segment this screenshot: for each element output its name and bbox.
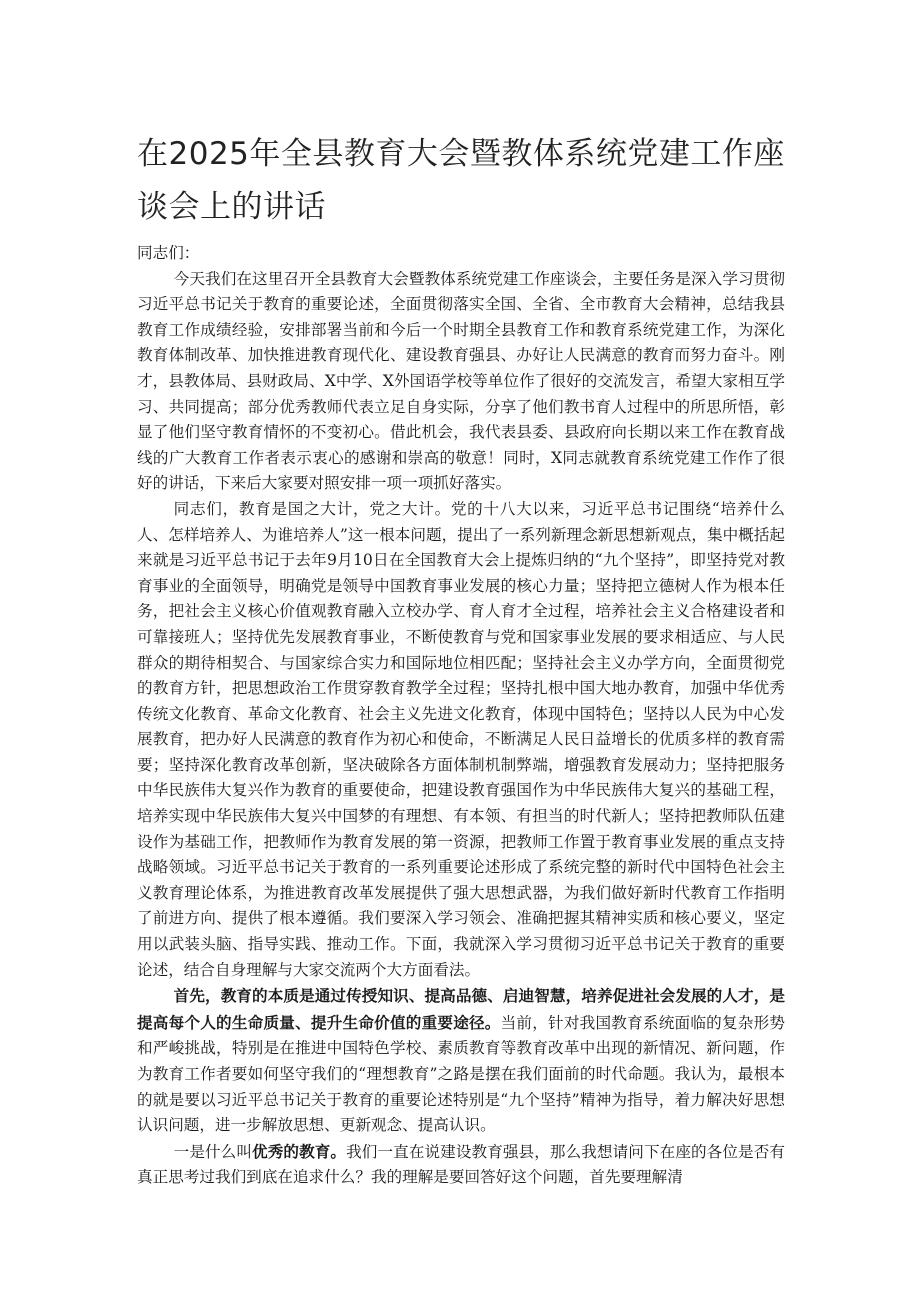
- document-title: 在2025年全县教育大会暨教体系统党建工作座谈会上的讲话: [137, 136, 785, 225]
- salutation: 同志们：: [137, 244, 200, 262]
- paragraph-opening: 今天我们在这里召开全县教育大会暨教体系统党建工作座谈会，主要任务是深入学习贯彻习近平总书记关于教育的重要论述，全面贯彻落实全国、全省、全市教育大会精神，总结我县教育工作成绩经验，安排部署当前和今后一个时期全县教育工作和教育系统党建工作，为深化教育体制改革、加快推进教育现代化、建设教育强县、办好让人民满意的教育而努力奋斗。刚才，县教体局、县财政局、X中学、X外国语学校等单位作了很好的交流发言，希望大家相互学习、共同提高；部分优秀教师代表立足自身实际，分享了他们教书育人过程中的所思所悟，彰显了他们坚守教育情怀的不变初心。借此机会，我代表县委、县政府向长期以来工作在教育战线的广大教育工作者表示衷心的感谢和崇高的敬意！同时，X同志就教育系统党建工作作了很好的讲话，下来后大家要对照安排一项一项抓好落实。: [137, 269, 785, 493]
- document-body: [137, 241, 785, 1191]
- paragraph-excellent-education-text: 我们一直在说建设教育强县，那么我想请问下在座的各位是否有真正思考过我们到底在追求什么？我的理解是要回答好这个问题，首先要理解清: [137, 1142, 785, 1187]
- paragraph-excellent-education-bold: 优秀的教育。: [252, 1141, 347, 1161]
- paragraph-education-essence: [137, 983, 785, 1139]
- paragraph-education-essence-bold: 首先，教育的本质是通过传授知识、提高品德、启迪智慧，培养促进社会发展的人才，是提高每个人的生命质量、提升生命价值的重要途径。: [137, 986, 785, 1032]
- paragraph-education-essence-text: 当前，针对我国教育系统面临的复杂形势和严峻挑战，特别是在推进中国特色学校、素质教育等教育改革中出现的新情况、新问题，作为教育工作者要如何坚守我们的“理想教育”之路是摆在我们面前的时代命题。我认为，最根本的就是要以习近平总书记关于教育的重要论述特别是“九个坚持”精神为指导，着力解决好思想认识问题，进一步解放思想、更新观念、提高认识。: [137, 1013, 785, 1135]
- paragraph-excellent-education: [137, 1139, 785, 1191]
- paragraph-excellent-education-lead: 一是什么叫: [173, 1142, 253, 1161]
- paragraph-nine-adherences: 同志们，教育是国之大计，党之大计。党的十八大以来，习近平总书记围绕“培养什么人、怎样培养人、为谁培养人”这一根本问题，提出了一系列新理念新思想新观点，集中概括起来就是习近平总书记于去年9月10日在全国教育大会上提炼归纳的“九个坚持”，即坚持党对教育事业的全面领导，明确党是领导中国教育事业发展的核心力量；坚持把立德树人作为根本任务，把社会主义核心价值观教育融入立校办学、育人育才全过程，培养社会主义合格建设者和可靠接班人；坚持优先发展教育事业，不断使教育与党和国家事业发展的要求相适应、与人民群众的期待相契合、与国家综合实力和国际地位相匹配；坚持社会主义办学方向，全面贯彻党的教育方针，把思想政治工作贯穿教育教学全过程；坚持扎根中国大地办教育，加强中华优秀传统文化教育、革命文化教育、社会主义先进文化教育，体现中国特色；坚持以人民为中心发展教育，把办好人民满意的教育作为初心和使命，不断满足人民日益增长的优质多样的教育需要；坚持深化教育改革创新，坚决破除各方面体制机制弊端，增强教育发展动力；坚持把服务中华民族伟大复兴作为教育的重要使命，把建设教育强国作为中华民族伟大复兴的基础工程，培养实现中华民族伟大复兴中国梦的有理想、有本领、有担当的时代新人；坚持把教师队伍建设作为基础工作，把教师作为教育发展的第一资源，把教师工作置于教育事业发展的重点支持战略领域。习近平总书记关于教育的一系列重要论述形成了系统完整的新时代中国特色社会主义教育理论体系，为推进教育改革发展提供了强大思想武器，为我们做好新时代教育工作指明了前进方向、提供了根本遵循。我们要深入学习领会、准确把握其精神实质和核心要义，坚定用以武装头脑、指导实践、推动工作。下面，我就深入学习贯彻习近平总书记关于教育的重要论述，结合自身理解与大家交流两个大方面看法。: [137, 499, 785, 979]
